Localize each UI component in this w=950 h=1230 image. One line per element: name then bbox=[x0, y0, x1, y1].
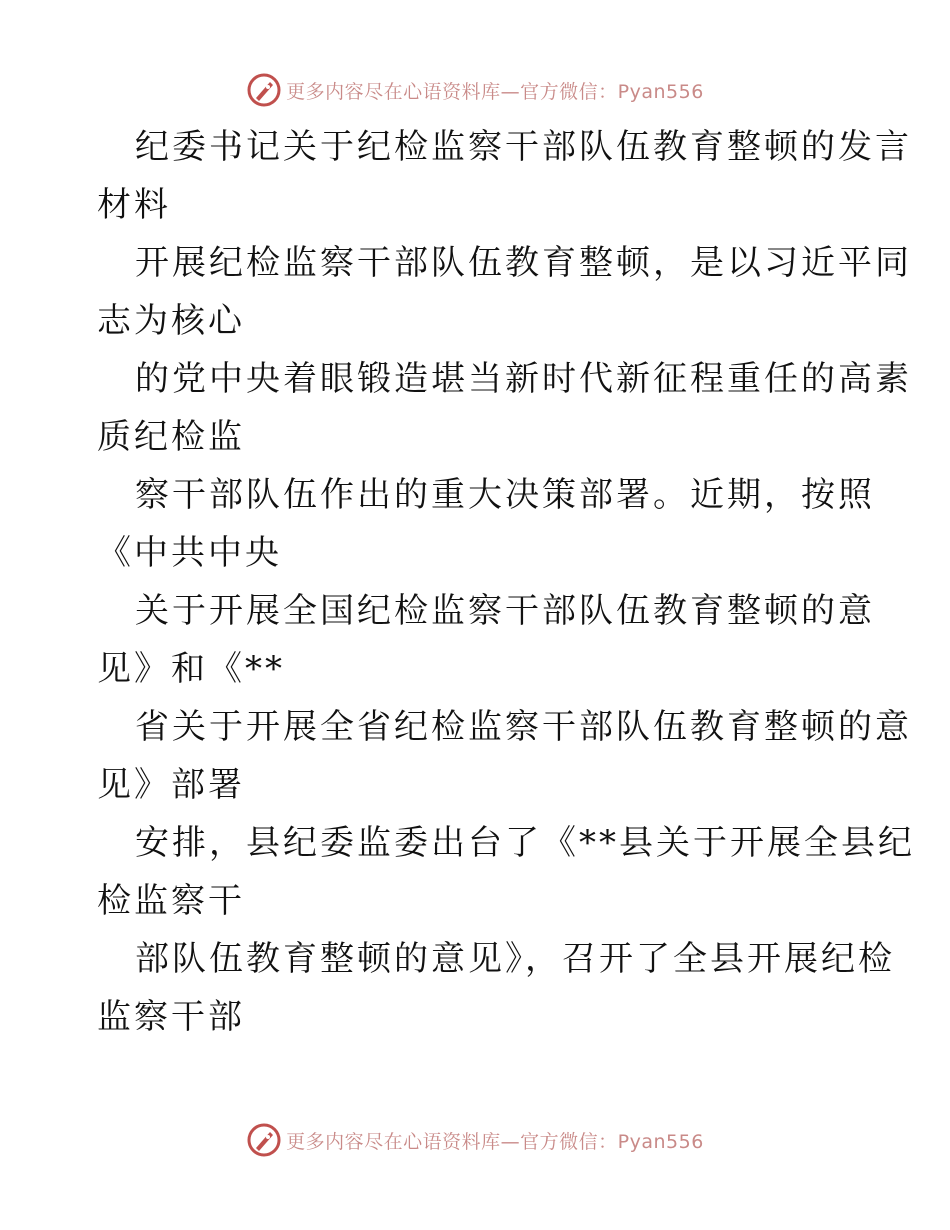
line-continuation: 监察干部 bbox=[97, 997, 245, 1037]
line-text: 关于开展全国纪检监察干部队伍教育整顿的意 bbox=[135, 591, 875, 631]
header-watermark bbox=[0, 70, 950, 110]
line-text: 省关于开展全省纪检监察干部队伍教育整顿的意 bbox=[135, 707, 912, 747]
line-continuation: 材料 bbox=[97, 185, 171, 225]
line-continuation: 质纪检监 bbox=[97, 417, 245, 457]
watermark-text: 更多内容尽在心语资料库—官方微信：Pyan556 bbox=[286, 80, 704, 103]
line-text: 开展纪检监察干部队伍教育整顿，是以习近平同 bbox=[135, 243, 912, 283]
line-text: 部队伍教育整顿的意见》，召开了全县开展纪检 bbox=[135, 939, 895, 979]
paragraph-line bbox=[97, 814, 915, 930]
line-continuation: 见》部署 bbox=[97, 765, 245, 805]
watermark-text: 更多内容尽在心语资料库—官方微信：Pyan556 bbox=[286, 1130, 704, 1153]
paragraph-line bbox=[97, 118, 912, 234]
line-continuation: 检监察干 bbox=[97, 881, 245, 921]
pen-nib-logo-icon bbox=[246, 1122, 282, 1158]
paragraph-line bbox=[97, 582, 875, 698]
paragraph-line bbox=[97, 698, 912, 814]
line-text: 安排，县纪委监委出台了《**县关于开展全县纪 bbox=[135, 823, 915, 863]
footer-watermark bbox=[0, 1120, 950, 1160]
line-text: 察干部队伍作出的重大决策部署。近期，按照 bbox=[135, 475, 875, 515]
line-continuation: 见》和《** bbox=[97, 649, 285, 689]
paragraph-line bbox=[97, 930, 895, 1046]
line-text: 纪委书记关于纪检监察干部队伍教育整顿的发言 bbox=[135, 127, 912, 167]
paragraph-line bbox=[97, 350, 912, 466]
pen-nib-logo-icon bbox=[246, 72, 282, 108]
paragraph-line bbox=[97, 234, 912, 350]
line-continuation: 《中共中央 bbox=[97, 533, 282, 573]
paragraph-line bbox=[97, 466, 875, 582]
document-body bbox=[97, 118, 915, 1046]
line-continuation: 志为核心 bbox=[97, 301, 245, 341]
line-text: 的党中央着眼锻造堪当新时代新征程重任的高素 bbox=[135, 359, 912, 399]
